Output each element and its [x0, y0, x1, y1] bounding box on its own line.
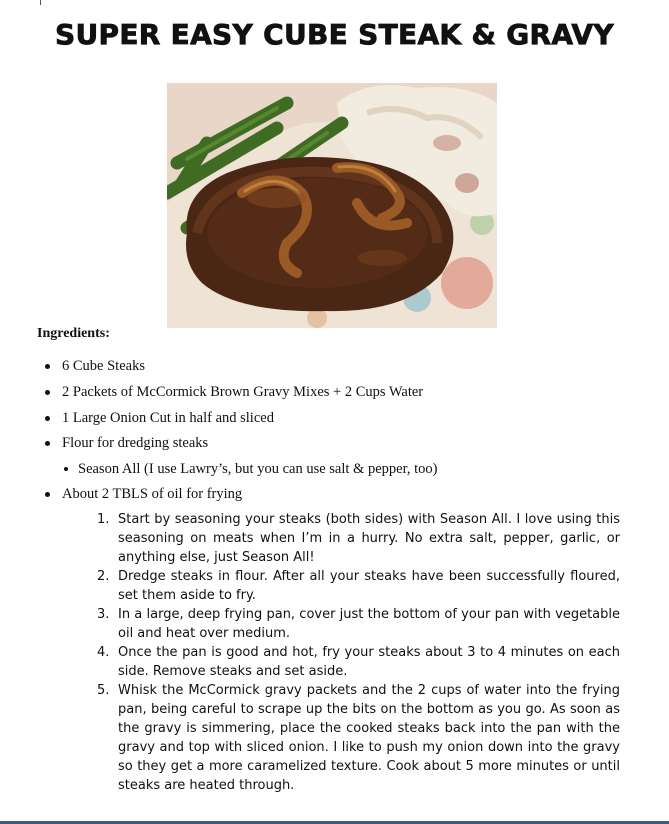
- ingredient-text: 6 Cube Steaks: [62, 358, 145, 374]
- ingredients-heading: Ingredients:: [37, 326, 110, 341]
- bullet-dot: [45, 416, 50, 421]
- instruction-step: [90, 510, 620, 567]
- ingredient-text: About 2 TBLS of oil for frying: [62, 486, 243, 502]
- bullet-dot: [64, 467, 68, 471]
- instruction-step: [90, 605, 620, 643]
- ingredient-text: Flour for dredging steaks: [62, 435, 209, 451]
- bullet-dot: [45, 441, 50, 446]
- recipe-photo: [167, 83, 497, 328]
- step-number: 5.: [97, 683, 110, 698]
- step-text: In a large, deep frying pan, cover just the bottom of your pan with vegetable oil and heat over medium.: [118, 607, 620, 641]
- step-number: 2.: [97, 569, 110, 584]
- instruction-step: [90, 643, 620, 681]
- bullet-dot: [45, 390, 50, 395]
- page-margin-mark: [40, 0, 41, 5]
- steak-dish-illustration: [167, 83, 497, 328]
- instruction-step: [90, 567, 620, 605]
- step-text: Once the pan is good and hot, fry your steaks about 3 to 4 minutes on each side. Remove steaks and set aside.: [118, 645, 620, 679]
- bullet-dot: [45, 492, 50, 497]
- step-number: 3.: [97, 607, 110, 622]
- step-number: 4.: [97, 645, 110, 660]
- instruction-step: [90, 681, 620, 795]
- page-title: SUPER EASY CUBE STEAK & GRAVY: [55, 18, 614, 51]
- ingredient-text: 2 Packets of McCormick Brown Gravy Mixes + 2 Cups Water: [62, 384, 424, 400]
- ingredient-text: 1 Large Onion Cut in half and sliced: [62, 410, 274, 426]
- ingredient-text: Season All (I use Lawry’s, but you can use salt & pepper, too): [78, 461, 438, 477]
- step-text: Dredge steaks in flour. After all your steaks have been successfully floured, set them aside to fry.: [118, 569, 620, 603]
- instructions-list: [90, 510, 620, 795]
- bullet-dot: [45, 364, 50, 369]
- step-text: Start by seasoning your steaks (both sides) with Season All. I love using this seasoning on meats when I’m in a hurry. No extra salt, pepper, garlic, or anything else, just Season All!: [118, 512, 620, 565]
- step-text: Whisk the McCormick gravy packets and the 2 cups of water into the frying pan, being careful to scrape up the bits on the bottom as you go. As soon as the gravy is simmering, place the cooked steaks back into the pan with the gravy and top with sliced onion. I like to push my onion down into the gravy so they get a more caramelized texture. Cook about 5 more minutes or until steaks are heated through.: [118, 683, 620, 793]
- step-number: 1.: [97, 512, 110, 527]
